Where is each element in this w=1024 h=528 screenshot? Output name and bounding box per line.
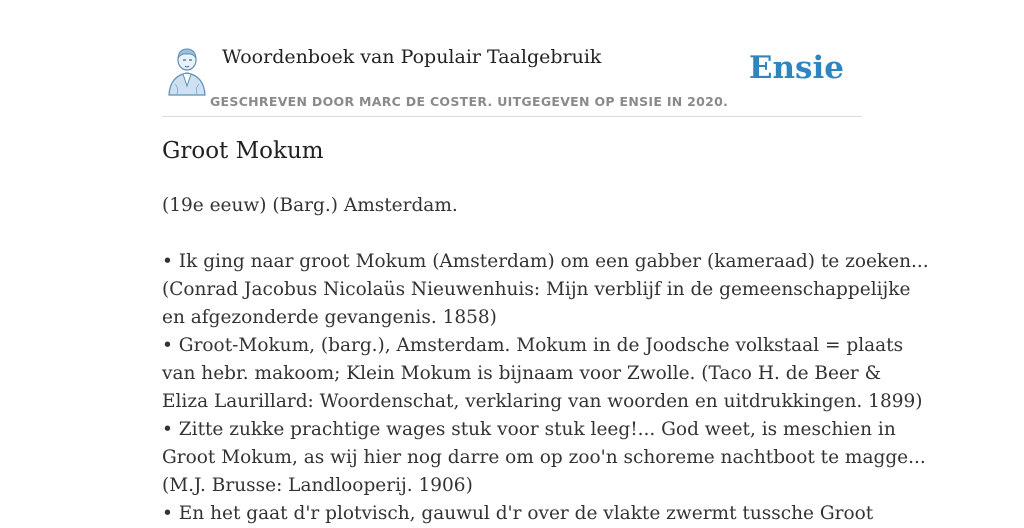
author-portrait-icon[interactable]: [165, 46, 209, 96]
entry-line: [162, 220, 862, 248]
entry-line: Groot Mokum, as wij hier nog darre om op zoo'n schoreme nachtboot te magge...: [162, 447, 926, 468]
entry-line: • Ik ging naar groot Mokum (Amsterdam) om een gabber (kameraad) te zoeken...: [162, 251, 929, 272]
site-header: [162, 0, 862, 117]
ensie-logo[interactable]: Ensie: [748, 50, 844, 86]
entry-line: (M.J. Brusse: Landlooperij. 1906): [162, 475, 473, 496]
entry-line: • Zitte zukke prachtige wages stuk voor stuk leeg!... God weet, is meschien in: [162, 419, 896, 440]
entry-title: Groot Mokum: [162, 138, 324, 164]
entry-content: [162, 192, 929, 528]
entry-line: van hebr. makoom; Klein Mokum is bijnaam voor Zwolle. (Taco H. de Beer &: [162, 363, 882, 384]
entry-line: en afgezonderde gevangenis. 1858): [162, 307, 497, 328]
entry-line: Eliza Laurillard: Woordenschat, verklaring van woorden en uitdrukkingen. 1899): [162, 391, 923, 412]
entry-line: (19e eeuw) (Barg.) Amsterdam.: [162, 195, 458, 216]
entry-line: • En het gaat d'r plotvisch, gauwul d'r over de vlakte zwermt tussche Groot: [162, 503, 874, 524]
entry-line: • Groot-Mokum, (barg.), Amsterdam. Mokum in de Joodsche volkstaal = plaats: [162, 335, 904, 356]
book-title[interactable]: Woordenboek van Populair Taalgebruik: [222, 46, 602, 68]
author-byline: GESCHREVEN DOOR MARC DE COSTER. UITGEGEVEN OP ENSIE IN 2020.: [210, 94, 729, 109]
entry-line: (Conrad Jacobus Nicolaüs Nieuwenhuis: Mijn verblijf in de gemeenschappelijke: [162, 279, 911, 300]
